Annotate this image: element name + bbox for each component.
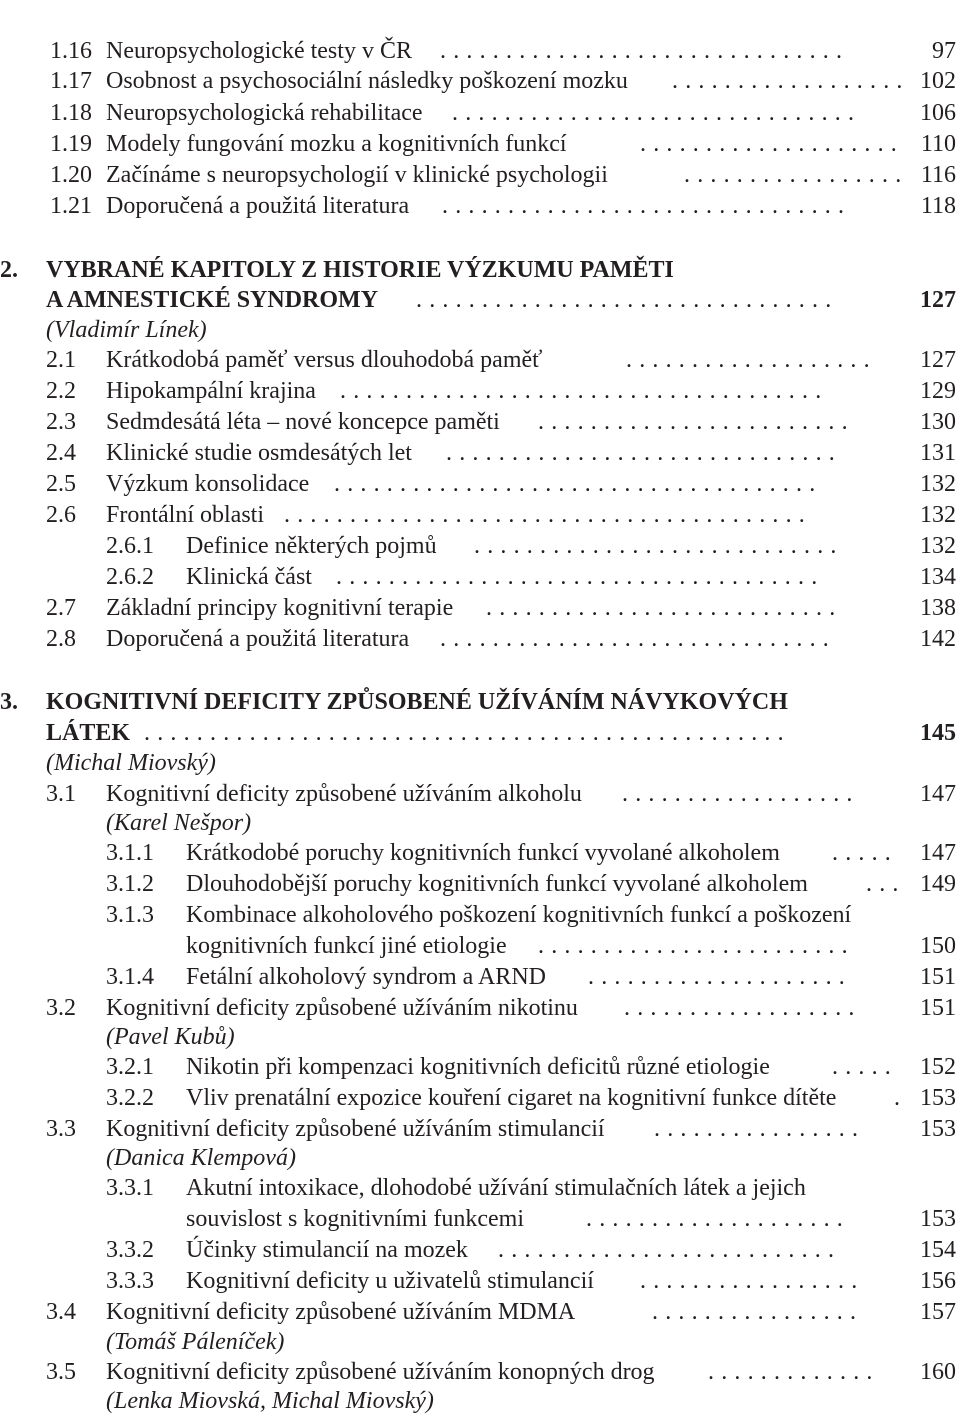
toc-entry [0,869,960,899]
section-title: Doporučená a použitá literatura [106,626,410,652]
page-number: 151 [920,964,956,990]
section-title: Kognitivní deficity způsobené užíváním nikotinu [106,995,578,1021]
page-number: 160 [920,1359,956,1385]
section-title: Kognitivní deficity způsobené užíváním MDMA [106,1299,576,1325]
section-number: 1.19 [50,131,92,157]
section-number: 1.16 [50,38,92,64]
page-number: 118 [920,193,956,219]
dot-leader: . . . . . . . . . . . . . . . . . . . . [586,1206,844,1232]
toc-entry [0,624,960,654]
section-number: 2.6.1 [106,533,154,559]
page-number: 153 [920,1206,956,1232]
dot-leader: . . . . . . . . . . . . . . . . . . . . . . . . . . . . . . . [442,193,845,219]
section-title: Kognitivní deficity u uživatelů stimulancií [186,1268,594,1294]
toc-entry [0,129,960,159]
dot-leader: . . . . . . . . . . . . . . . . . . . . . . . . . . . . . . . [452,100,855,126]
page-number: 97 [932,38,956,64]
dot-leader: . [894,1085,901,1111]
toc-entry [0,376,960,406]
chapter-heading [0,687,960,717]
page-number: 154 [920,1237,956,1263]
section-number: 3.1.3 [106,902,154,928]
chapter-title: LÁTEK [46,720,131,746]
toc-entry [0,1235,960,1265]
dot-leader: . . . . . . . . . . . . . . . . . . . . . . . . [538,409,849,435]
dot-leader: . . . . . . . . . . . . . . . . [654,1116,859,1142]
toc-entry [0,1357,960,1387]
page-number: 150 [920,933,956,959]
section-number: 2.5 [46,471,76,497]
section-number: 1.20 [50,162,92,188]
dot-leader: . . . . . . . . . . . . . . . . . . . . . . . . . . . . . . . . . . . . . . . . [284,502,806,528]
dot-leader: . . . . . . . . . . . . . . . . . . . . . . . . . . [498,1237,835,1263]
section-number: 3.1.2 [106,871,154,897]
toc-entry [0,531,960,561]
toc-entry [0,1114,960,1144]
section-number: 3.2.1 [106,1054,154,1080]
section-title: Účinky stimulancií na mozek [186,1237,468,1263]
page-number: 156 [920,1268,956,1294]
section-title: Klinické studie osmdesátých let [106,440,412,466]
toc-entry [0,66,960,96]
section-title: Dlouhodobější poruchy kognitivních funkcí vyvolané alkoholem [186,871,808,897]
toc-entry [0,962,960,992]
chapter-title: A AMNESTICKÉ SYNDROMY [46,287,379,313]
page-number: 157 [920,1299,956,1325]
dot-leader: . . . . . . . . . . . . . . . . . . . . . . . . . . . . [474,533,837,559]
section-number: 3.1 [46,781,76,807]
section-author [0,1327,960,1357]
section-number: 3.5 [46,1359,76,1385]
section-number: 3.1.4 [106,964,154,990]
page-number: 153 [920,1116,956,1142]
section-number: 3.3 [46,1116,76,1142]
dot-leader: . . . . . . . . . . . . . . . . . . [624,995,855,1021]
section-number: 1.17 [50,68,92,94]
page-number: 131 [920,440,956,466]
author-name: (Lenka Miovská, Michal Miovský) [106,1388,434,1414]
section-number: 2.2 [46,378,76,404]
section-number: 3.2 [46,995,76,1021]
dot-leader: . . . . . . . . . . . . . . . . . . [672,68,903,94]
toc-entry [0,36,960,66]
chapter-title: KOGNITIVNÍ DEFICITY ZPŮSOBENÉ UŽÍVÁNÍM NÁVYKOVÝCH [46,689,788,715]
section-number: 3.4 [46,1299,76,1325]
page-number: 151 [920,995,956,1021]
toc-entry [0,1173,960,1203]
page-number: 102 [920,68,956,94]
section-title: Modely fungování mozku a kognitivních funkcí [106,131,567,157]
section-title: souvislost s kognitivními funkcemi [186,1206,525,1232]
section-author [0,1143,960,1173]
chapter-number: 3. [0,689,18,715]
section-title: Neuropsychologické testy v ČR [106,38,412,64]
section-number: 3.3.2 [106,1237,154,1263]
dot-leader: . . . . . . . . . . . . . . . . . . . . . . . . [538,933,849,959]
page-number: 127 [920,287,956,313]
chapter-number: 2. [0,257,18,283]
toc-entry-continued [0,931,960,961]
dot-leader: . . . . . . . . . . . . . . . . . . . . . . . . . . . . . . . . [416,287,832,313]
toc-entry [0,993,960,1023]
toc-entry [0,469,960,499]
section-number: 2.6.2 [106,564,154,590]
page-number: 127 [920,347,956,373]
toc-entry [0,98,960,128]
chapter-heading-line2 [0,285,960,315]
dot-leader: . . . . . . . . . . . . . . . . . . . . . . . . . . . . . . [440,626,830,652]
section-title: Osobnost a psychosociální následky poškození mozku [106,68,628,94]
dot-leader: . . . . . . . . . . . . . . . . . [640,1268,858,1294]
section-title: Kognitivní deficity způsobené užíváním stimulancií [106,1116,605,1142]
dot-leader: . . . . . . . . . . . . . . . . . . . . . . . . . . . . . . . . . . . . . [334,471,816,497]
section-author [0,1386,960,1416]
chapter-author [0,315,960,345]
toc-entry [0,191,960,221]
page-number: 130 [920,409,956,435]
section-title: Frontální oblasti [106,502,264,528]
toc-entry [0,838,960,868]
page-number: 145 [920,720,956,746]
dot-leader: . . . . . . . . . . . . . [708,1359,873,1385]
section-title: Kognitivní deficity způsobené užíváním konopných drog [106,1359,655,1385]
chapter-title: VYBRANÉ KAPITOLY Z HISTORIE VÝZKUMU PAMĚTI [46,257,674,283]
toc-entry [0,779,960,809]
dot-leader: . . . . . . . . . . . . . . . . . . . . . . . . . . . [486,595,836,621]
toc-entry [0,500,960,530]
chapter-author [0,748,960,778]
dot-leader: . . . . . . . . . . . . . . . . . . [622,781,853,807]
section-title: Vliv prenatální expozice kouření cigaret na kognitivní funkce dítěte [186,1085,837,1111]
toc-entry [0,1297,960,1327]
section-title: Výzkum konsolidace [106,471,310,497]
section-title: Sedmdesátá léta – nové koncepce paměti [106,409,500,435]
toc-entry [0,900,960,930]
page-number: 134 [920,564,956,590]
page-number: 110 [920,131,956,157]
section-title: Nikotin při kompenzaci kognitivních deficitů různé etiologie [186,1054,770,1080]
dot-leader: . . . [866,871,899,897]
page-number: 147 [920,840,956,866]
section-number: 2.6 [46,502,76,528]
dot-leader: . . . . . . . . . . . . . . . . . . . . [588,964,846,990]
dot-leader: . . . . . . . . . . . . . . . . . . . . [640,131,898,157]
page-number: 142 [920,626,956,652]
section-number: 2.1 [46,347,76,373]
toc-entry [0,160,960,190]
author-name: (Karel Nešpor) [106,810,252,836]
section-number: 3.3.1 [106,1175,154,1201]
section-author [0,1022,960,1052]
page-number: 132 [920,502,956,528]
author-name: (Vladimír Línek) [46,317,207,343]
page-number: 149 [920,871,956,897]
author-name: (Tomáš Páleníček) [106,1329,285,1355]
toc-entry [0,1266,960,1296]
section-title: Krátkodobá paměť versus dlouhodobá paměť [106,347,543,373]
dot-leader: . . . . . . . . . . . . . . . . [652,1299,857,1325]
section-title: Doporučená a použitá literatura [106,193,410,219]
page-number: 129 [920,378,956,404]
section-title: Definice některých pojmů [186,533,437,559]
toc-entry [0,438,960,468]
author-name: (Pavel Kubů) [106,1024,235,1050]
dot-leader: . . . . . . . . . . . . . . . . . . . . . . . . . . . . . . . . . . . . . . . . . . . . . . . . . [144,720,785,746]
page-number: 153 [920,1085,956,1111]
section-number: 1.21 [50,193,92,219]
toc-entry [0,1083,960,1113]
dot-leader: . . . . . . . . . . . . . . . . . . . . . . . . . . . . . . . [440,38,843,64]
section-number: 3.3.3 [106,1268,154,1294]
page-number: 106 [920,100,956,126]
toc-entry [0,593,960,623]
dot-leader: . . . . . . . . . . . . . . . . . . . . . . . . . . . . . . . . . . . . . [340,378,822,404]
section-author [0,808,960,838]
section-number: 2.7 [46,595,76,621]
section-title: Hipokampální krajina [106,378,316,404]
section-number: 1.18 [50,100,92,126]
chapter-heading-line2 [0,718,960,748]
toc-entry [0,407,960,437]
section-title: Akutní intoxikace, dlohodobé užívání stimulačních látek a jejich [186,1175,806,1201]
toc-entry-continued [0,1204,960,1234]
section-number: 3.2.2 [106,1085,154,1111]
section-title: Kognitivní deficity způsobené užíváním alkoholu [106,781,582,807]
dot-leader: . . . . . [832,840,892,866]
section-number: 2.8 [46,626,76,652]
section-title: kognitivních funkcí jiné etiologie [186,933,507,959]
section-number: 2.3 [46,409,76,435]
dot-leader: . . . . . . . . . . . . . . . . . [684,162,902,188]
section-title: Začínáme s neuropsychologií v klinické psychologii [106,162,608,188]
section-title: Kombinace alkoholového poškození kognitivních funkcí a poškození [186,902,852,928]
toc-entry [0,562,960,592]
page-number: 132 [920,471,956,497]
dot-leader: . . . . . . . . . . . . . . . . . . . . . . . . . . . . . . [446,440,836,466]
section-number: 2.4 [46,440,76,466]
page-number: 132 [920,533,956,559]
dot-leader: . . . . . . . . . . . . . . . . . . . . . . . . . . . . . . . . . . . . . [336,564,818,590]
dot-leader: . . . . . . . . . . . . . . . . . . . [626,347,871,373]
toc-entry [0,345,960,375]
section-title: Základní principy kognitivní terapie [106,595,454,621]
page-number: 116 [920,162,956,188]
page-number: 147 [920,781,956,807]
author-name: (Michal Miovský) [46,750,216,776]
page-number: 152 [920,1054,956,1080]
section-title: Neuropsychologická rehabilitace [106,100,423,126]
page-number: 138 [920,595,956,621]
section-title: Fetální alkoholový syndrom a ARND [186,964,546,990]
dot-leader: . . . . . [832,1054,892,1080]
section-title: Klinická část [186,564,312,590]
section-number: 3.1.1 [106,840,154,866]
chapter-heading [0,255,960,285]
author-name: (Danica Klempová) [106,1145,296,1171]
toc-entry [0,1052,960,1082]
section-title: Krátkodobé poruchy kognitivních funkcí vyvolané alkoholem [186,840,780,866]
